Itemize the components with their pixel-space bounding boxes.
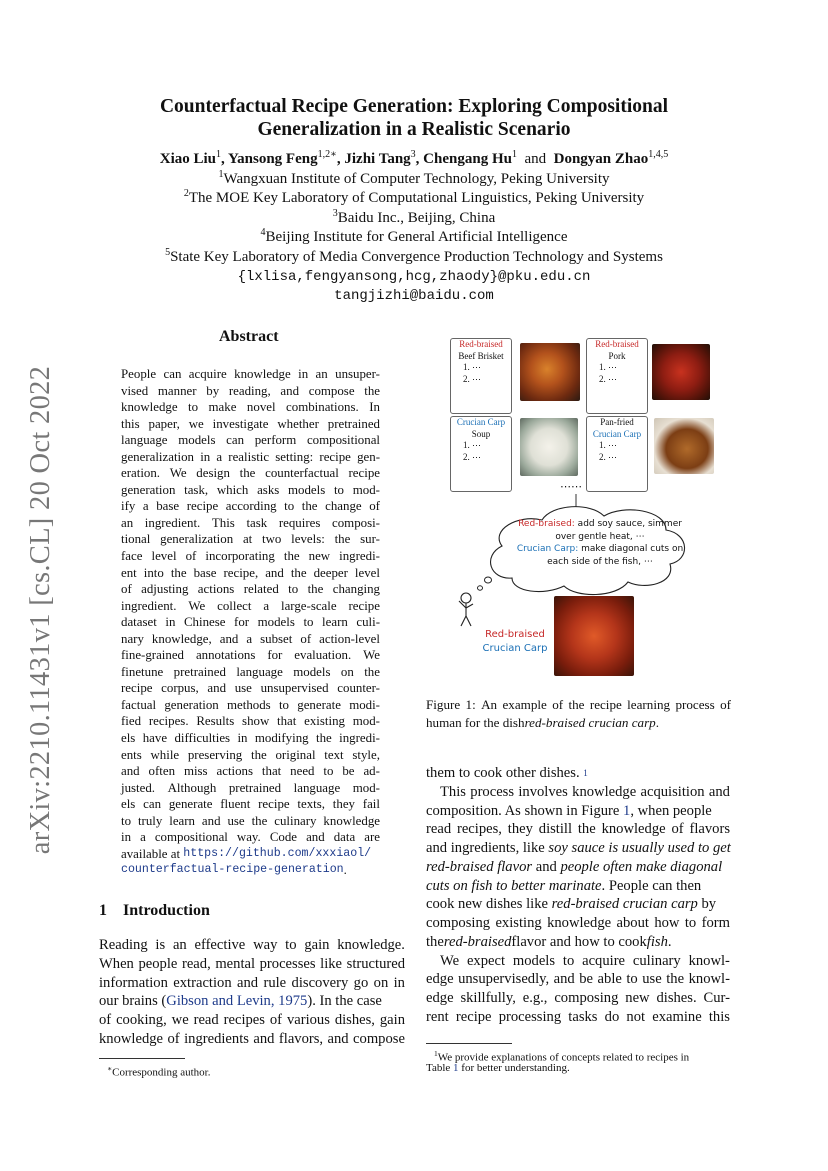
result-dish-label (476, 628, 554, 656)
right-column-text (426, 764, 730, 1027)
author-separator: , (415, 151, 424, 167)
figure-1 (440, 330, 732, 686)
body-text: . People can then (601, 877, 702, 894)
thought-label-red: Red-braised: (518, 519, 575, 529)
thought-label-blue: Crucian Carp: (516, 544, 579, 554)
body-line: edge unsupervisedly, and be able to use the knowl- (426, 971, 730, 988)
abstract-line: knowledge to make novel combinations. In (121, 400, 380, 415)
body-line (426, 839, 730, 858)
affiliation-text: Baidu Inc., Beijing, China (337, 209, 496, 226)
abstract-line: of adjusting actions related to the changing (121, 582, 380, 597)
author-and: and (524, 151, 547, 167)
body-text: them to cook other dishes. (426, 765, 580, 781)
footnote-cont (426, 1061, 570, 1076)
caption-emph: red-braised crucian carp (524, 714, 656, 730)
abstract-line: dataset in Chinese for models to learn culi- (121, 615, 380, 630)
figure-ref-link[interactable]: 1 (623, 802, 631, 819)
card-title: Red-braised (595, 339, 639, 349)
body-text: , when people (630, 802, 712, 819)
section-heading (99, 902, 210, 920)
body-text: the (426, 933, 444, 950)
code-url-link-cont[interactable]: counterfactual-recipe-generation (121, 863, 344, 877)
recipe-card (450, 416, 512, 492)
footnote-text: for better understanding. (458, 1062, 570, 1074)
affiliation-mark: 5 (165, 246, 171, 258)
card-subtitle: Soup (471, 428, 491, 439)
thought-text (494, 518, 706, 568)
body-text: and (532, 858, 561, 875)
arxiv-stamp (17, 360, 65, 860)
body-text: flavor and how to cook (511, 933, 647, 950)
abstract-line: recipe corpus, and use unsupervised counter- (121, 681, 380, 696)
card-step: 2. ⋯ (599, 451, 617, 462)
table-ref-link[interactable]: 1 (453, 1062, 459, 1074)
caption-text: human for the dish (426, 714, 525, 730)
body-text: by (697, 896, 717, 913)
abstract-line: factual generation methods to generate modi- (121, 697, 380, 712)
dish-photo-pork (652, 344, 710, 400)
body-line: composing existing knowledge about how to form (426, 915, 730, 931)
intro-paragraph (99, 936, 405, 1049)
body-emph: people often make diagonal (560, 858, 723, 875)
body-text: ). In the case (307, 993, 382, 1010)
dish-photo-result (554, 596, 634, 676)
abstract-line: an ingredient. This task requires composi- (121, 515, 380, 530)
footnote-mark: 1 (434, 1049, 438, 1058)
abstract-period: . (343, 863, 347, 878)
abstract-line: ents while preserving the original text style, (121, 747, 380, 762)
footnote-text: Corresponding author. (112, 1066, 211, 1079)
body-text: . (667, 933, 672, 950)
stick-figure-icon (459, 593, 473, 626)
author-name: Xiao Liu (159, 151, 217, 167)
card-subtitle: Crucian Carp (592, 428, 642, 439)
body-text: composition. As shown in Figure (426, 802, 624, 819)
body-text: and ingredients, like (426, 840, 549, 856)
affiliation (100, 209, 728, 229)
abstract-line: vised manner by reading, and compose the (121, 383, 380, 398)
body-line (426, 858, 730, 877)
abstract-text: available at (121, 846, 181, 861)
footnote-text: Table (426, 1062, 454, 1074)
card-title: Red-braised (459, 339, 503, 349)
arxiv-id-text: arXiv:2210.11431v1 [cs.CL] 20 Oct 2022 (25, 365, 56, 855)
body-line: knowledge of ingredients and flavors, and compose (99, 1030, 405, 1047)
title-line: Generalization in a Realistic Scenario (257, 119, 571, 140)
abstract-line: ent into the base recipe, and the deeper level (121, 565, 380, 580)
author-separator: , (221, 151, 228, 167)
affiliation (100, 228, 728, 248)
body-line: This process involves knowledge acquisition and (440, 783, 730, 800)
card-step: 1. ⋯ (599, 362, 617, 372)
affiliation-mark: 2 (183, 188, 189, 200)
thought-text-line: add soy sauce, simmer (574, 519, 682, 529)
ellipsis: ⋯⋯ (560, 480, 582, 493)
body-line: When people read, mental processes like structured (99, 955, 405, 972)
card-step: 2. ⋯ (599, 373, 617, 384)
body-line: information extraction and rule discovery go on in (99, 974, 405, 991)
footnote-rule (426, 1043, 512, 1044)
card-step: 2. ⋯ (463, 373, 481, 384)
email-line: {lxlisa,fengyansong,hcg,zhaody}@pku.edu.cn (237, 268, 591, 285)
footnote (107, 1062, 211, 1080)
author-affil-mark: 3 (410, 149, 416, 160)
dish-photo-carp-soup (520, 418, 578, 476)
recipe-card (586, 338, 648, 414)
card-step: 1. ⋯ (463, 440, 481, 450)
card-subtitle: Pork (608, 350, 626, 361)
code-url-link[interactable]: https://github.com/xxxiaol/ (183, 846, 372, 860)
body-emph: fish (646, 933, 668, 950)
abstract-line: fied recipes. Results show that existing mod- (121, 714, 380, 729)
footnote-text: We provide explanations of concepts related to recipes in (437, 1051, 690, 1064)
abstract-line: and often miss actions that need to be ad- (121, 764, 380, 779)
affiliation (100, 170, 728, 190)
abstract-line: tional generalization at two levels: the sur- (121, 532, 380, 547)
author-name: Yansong Feng (227, 151, 318, 167)
author-name: Jizhi Tang (344, 151, 411, 167)
author-separator: , (336, 151, 345, 167)
result-label-red: Red-braised (485, 629, 545, 640)
body-line (426, 802, 730, 821)
author-block (100, 150, 728, 307)
abstract-line: ingredient. We collect a large-scale recipe (121, 598, 380, 613)
body-line: read recipes, they distill the knowledge of flavors (426, 821, 730, 838)
figure-caption (426, 696, 731, 732)
author-affil-mark: 1,4,5 (648, 149, 669, 160)
author-name: Chengang Hu (423, 151, 512, 167)
affiliation-text: Beijing Institute for General Artificial Intelligence (265, 229, 568, 246)
footnote-mark: ∗ (107, 1064, 113, 1073)
affiliation-mark: 1 (218, 168, 224, 180)
abstract-line: finetune pretrained language models on the (121, 664, 380, 679)
abstract-line: els have difficulties in modifying the ingredi- (121, 731, 380, 746)
citation-link[interactable]: Gibson and Levin, 1975 (166, 993, 308, 1010)
footnote-rule (99, 1058, 185, 1059)
body-emph: red-braised (443, 933, 512, 950)
body-line (426, 877, 730, 896)
thought-text-line: each side of the fish, ⋯ (547, 556, 653, 567)
body-text: cook new dishes like (426, 896, 552, 913)
body-emph: red-braised flavor (426, 858, 533, 875)
caption-text: . (655, 714, 659, 730)
body-line: We expect models to acquire culinary knowl- (440, 952, 730, 969)
card-subtitle: Beef Brisket (458, 350, 504, 361)
abstract-heading: Abstract (219, 328, 279, 345)
body-line: edge skillfully, e.g., composing new dishes. Cur- (426, 990, 730, 1006)
abstract-line: nary knowledge, and a subset of action-level (121, 631, 380, 646)
thought-text-line: make diagonal cuts on (578, 544, 684, 554)
body-line: rent recipe processing tasks do not examine this (426, 1008, 730, 1025)
abstract-line: face level of incorporating the new ingredi- (121, 549, 380, 564)
affiliation-text: The MOE Key Laboratory of Computational Linguistics, Peking University (188, 190, 645, 207)
card-title: Pan-fried (600, 417, 634, 427)
abstract-line: ify a base recipe according to the change of (121, 499, 380, 514)
abstract-line: in a compositional way. Code and data are (121, 830, 380, 845)
body-line (426, 764, 730, 783)
abstract-body (121, 366, 380, 879)
abstract-line: this paper, we investigate whether pretrained (121, 416, 380, 431)
body-line (426, 895, 730, 914)
card-step: 1. ⋯ (599, 440, 617, 450)
body-text: our brains ( (99, 993, 167, 1010)
affiliation (100, 189, 728, 209)
body-line (426, 933, 730, 952)
body-line: of cooking, we read recipes of various dishes, gain (99, 1012, 405, 1028)
affiliation-text: Wangxuan Institute of Computer Technology, Peking University (223, 170, 610, 187)
body-emph: cuts on fish to better marinate (426, 877, 602, 894)
paper-title (100, 95, 728, 141)
section-number: 1 (99, 902, 107, 919)
footnote-ref[interactable]: 1 (583, 768, 588, 778)
author-name: Dongyan Zhao (553, 151, 649, 167)
abstract-line: language models can perform compositional (121, 433, 380, 448)
abstract-line: justed. Although pretrained language mod- (121, 780, 380, 795)
title-line: Counterfactual Recipe Generation: Exploring Compositional (159, 96, 669, 117)
author-affil-mark: 1 (511, 149, 517, 160)
dish-photo-fried-carp (654, 418, 714, 474)
section-title: Introduction (123, 902, 210, 919)
recipe-card (450, 338, 512, 414)
abstract-line (121, 846, 380, 863)
body-line: Reading is an effective way to gain knowledge. (99, 937, 405, 953)
author-list (100, 150, 728, 170)
result-label-blue: Crucian Carp (482, 643, 548, 654)
abstract-line: els can generate fluent recipe texts, they fail (121, 797, 380, 812)
card-step: 2. ⋯ (463, 451, 481, 462)
card-title: Crucian Carp (456, 417, 506, 427)
author-affil-mark: 1 (216, 149, 222, 160)
dish-photo-beef (520, 343, 580, 401)
abstract-line: eration. We design the counterfactual recipe (121, 466, 380, 481)
abstract-line (121, 862, 380, 879)
abstract-line: fine-grained annotations for evaluation. We (121, 648, 380, 663)
thought-text-line: over gentle heat, ⋯ (555, 531, 645, 542)
affiliation-mark: 4 (260, 227, 266, 239)
affiliation-text: State Key Laboratory of Media Convergence Production Technology and Systems (170, 248, 663, 265)
abstract-line: to truly learn and use the culinary knowledge (121, 813, 380, 828)
affiliation (100, 248, 728, 268)
abstract-line: People can acquire knowledge in an unsuper- (121, 367, 380, 381)
abstract-line: generalization in a realistic setting: recipe gen- (121, 449, 380, 464)
caption-line (426, 714, 731, 732)
body-line (99, 992, 405, 1011)
recipe-card (586, 416, 648, 492)
body-emph: soy sauce is usually used to get (548, 840, 731, 856)
email-line: tangjizhi@baidu.com (334, 288, 494, 305)
body-emph: red-braised crucian carp (551, 896, 698, 913)
caption-line: Figure 1: An example of the recipe learning process of (426, 697, 731, 712)
abstract-line: generation task, which asks models to mod- (121, 482, 380, 497)
card-step: 1. ⋯ (463, 362, 481, 372)
author-affil-mark: 1,2∗ (317, 149, 337, 160)
affiliation-mark: 3 (332, 207, 338, 219)
